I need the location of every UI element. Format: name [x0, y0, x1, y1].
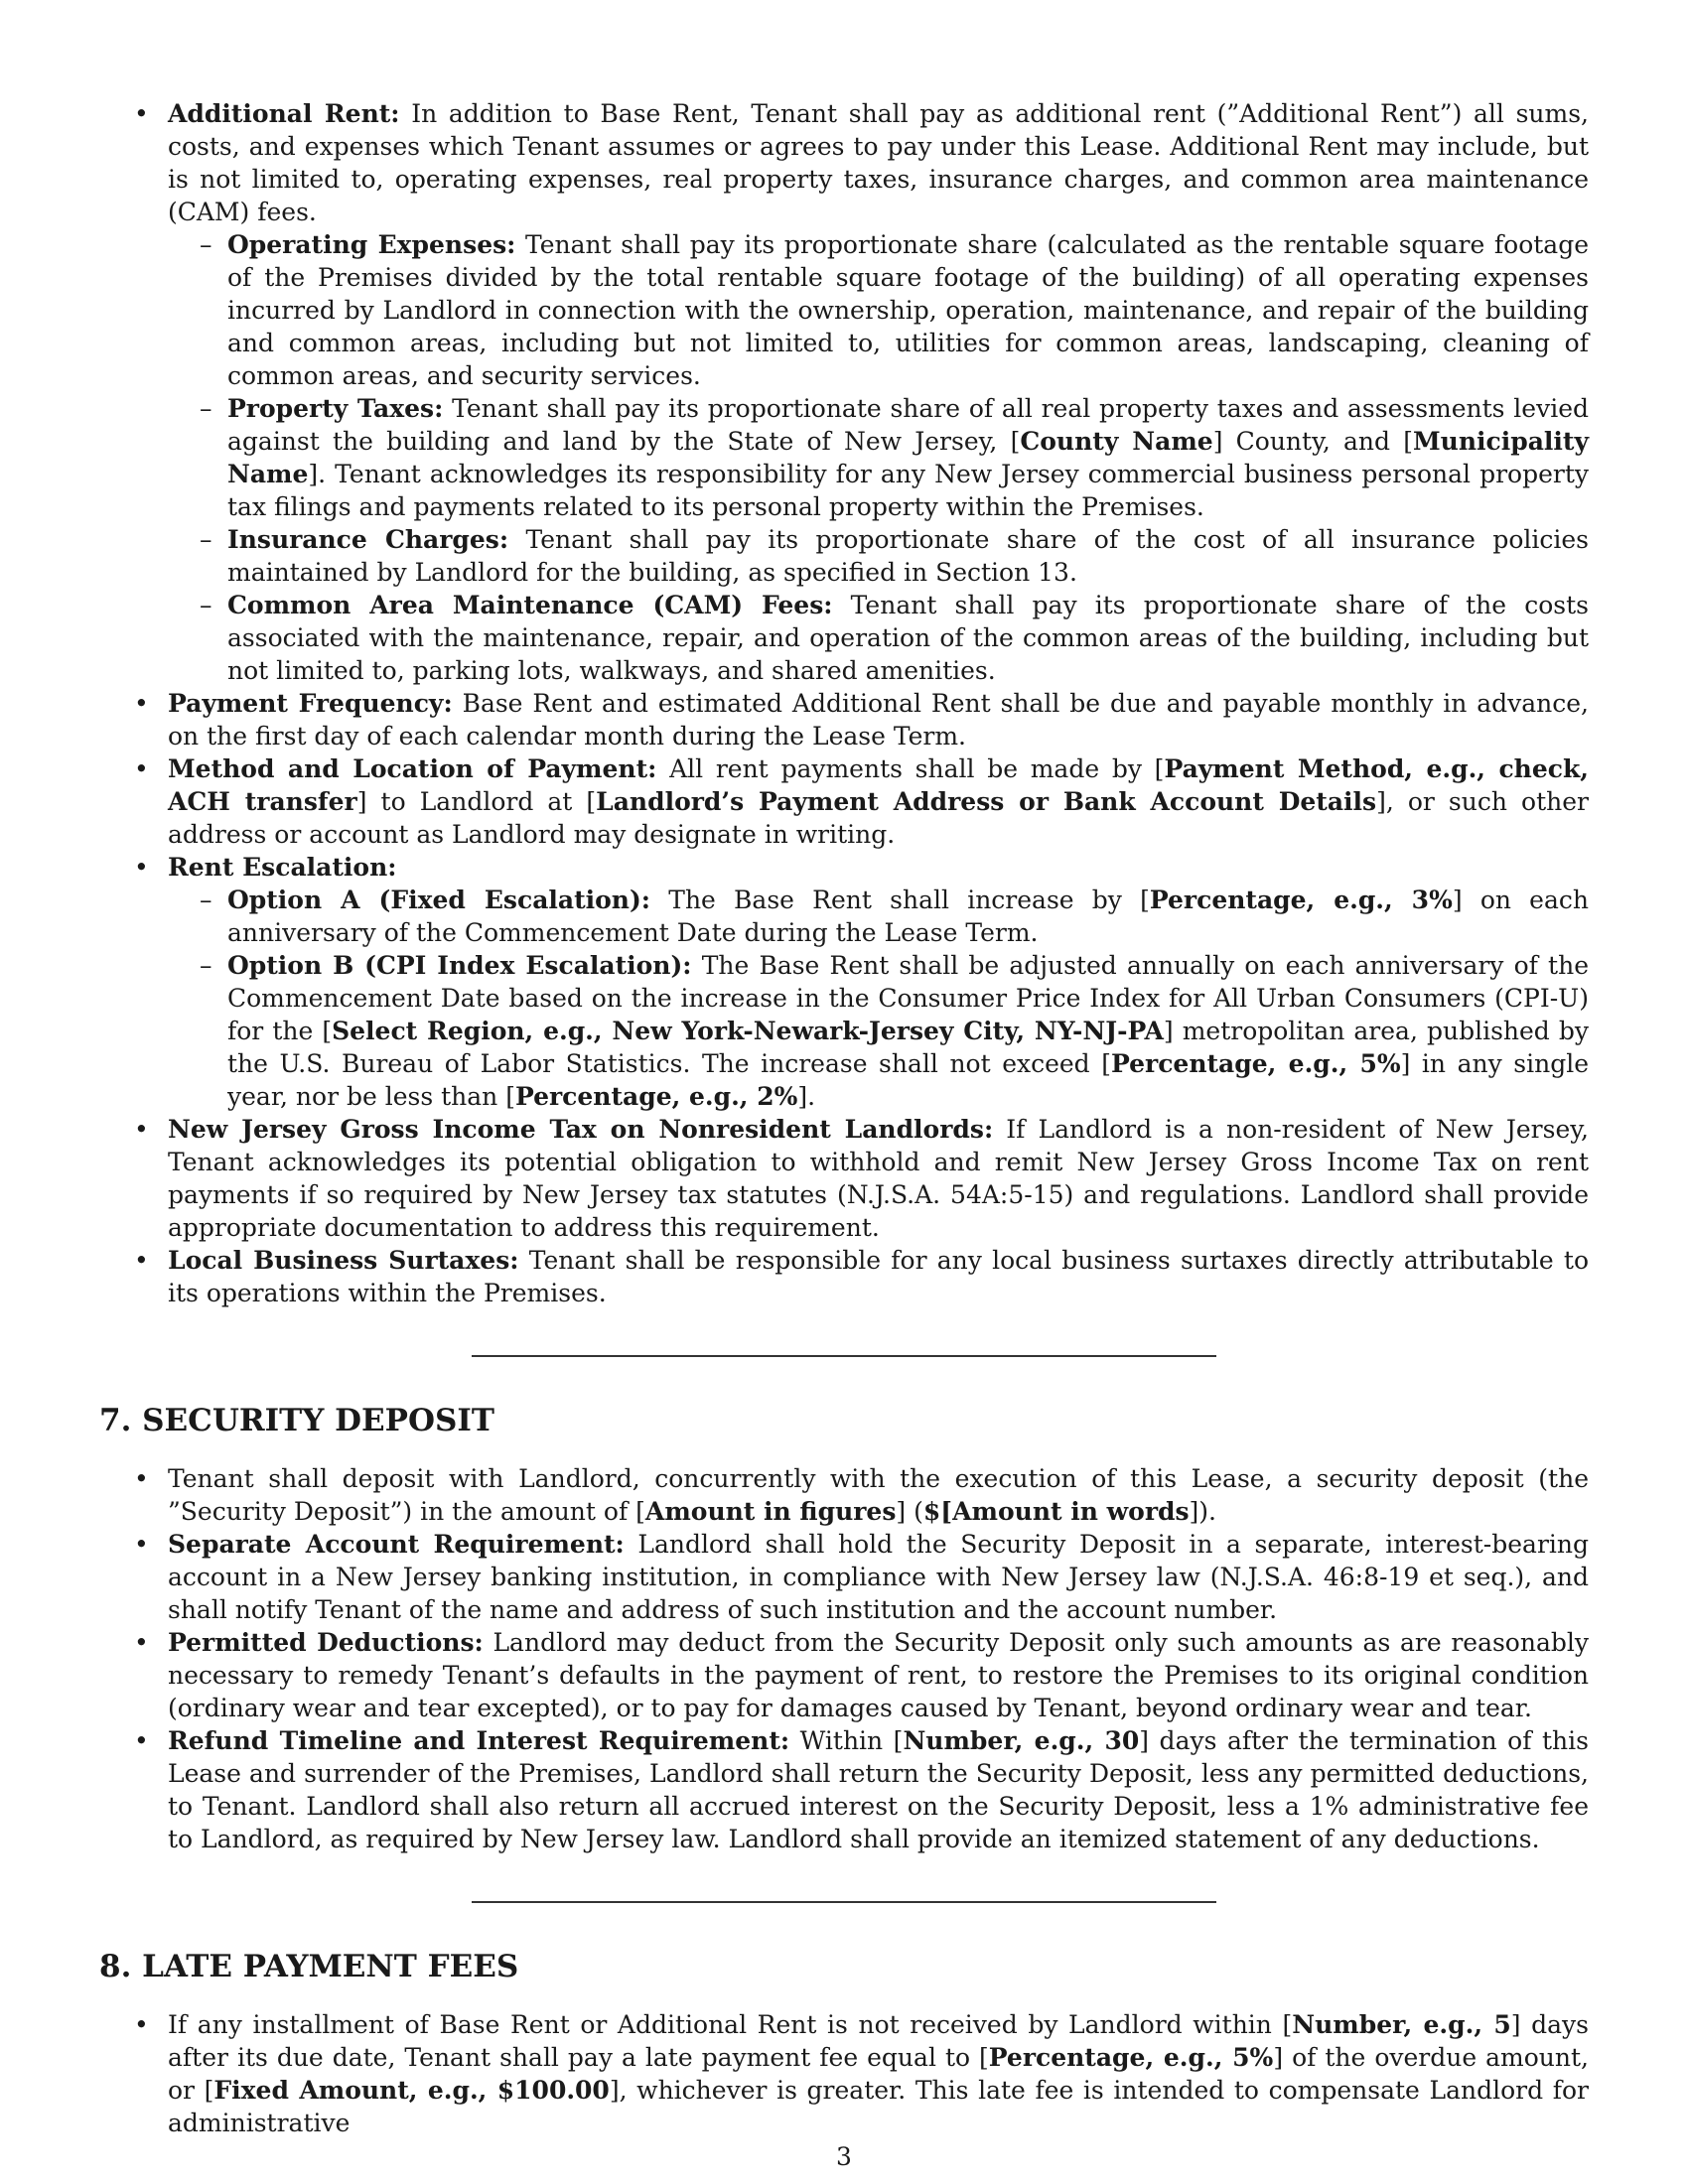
placeholder-field: Percentage, e.g., 3%: [1149, 886, 1453, 914]
additional-rent-sublist: [168, 228, 1589, 687]
section-divider: [472, 1355, 1216, 1357]
term-text: Landlord shall hold the Security Deposit in a separate, interest-bearing account in a New Jersey banking institution, in compliance with New Jersey law (N.J.S.A. 46:8-19 et seq.), and shall notify Tenant of the name and address of such institution and the account number.: [168, 1530, 1590, 1624]
document-page: [99, 97, 1589, 2139]
term-text: Tenant shall deposit with Landlord, concurrently with the execution of this Lease, a security deposit (the ”Security Deposit”) in the amount of [: [168, 1464, 1589, 1526]
term-text: In addition to Base Rent, Tenant shall pay as additional rent (”Additional Rent”) all sums, costs, and expenses which Tenant assumes or agrees to pay under this Lease. Additional Rent may include, but is not limited to, operating expenses, real property taxes, insurance charges, and common area maintenance (CAM) fees.: [168, 99, 1589, 226]
term-text: ] on each anniversary of the Commencement Date during the Lease Term.: [227, 886, 1589, 947]
placeholder-field: Select Region, e.g., New York-Newark-Jersey City, NY-NJ-PA: [332, 1017, 1164, 1045]
term-text: Within [: [789, 1726, 904, 1755]
term-text: ] days after the termination of this Lease and surrender of the Premises, Landlord shall return the Security Deposit, less any permitted deductions, to Tenant. Landlord shall also return all accrued interest on the Security Deposit, less a 1% administrative fee to Landlord, as required by New Jersey law. Landlord shall provide an itemized statement of any deductions.: [168, 1726, 1589, 1853]
term-text: Tenant shall pay its proportionate share of all real property taxes and assessments levied against the building and land by the State of New Jersey, [: [227, 394, 1590, 456]
term-text: Tenant shall be responsible for any local business surtaxes directly attributable to its operations within the Premises.: [168, 1246, 1589, 1307]
operating-expenses-item: [168, 228, 1589, 392]
term-label: Permitted Deductions:: [168, 1628, 484, 1657]
term-text: Tenant shall pay its proportionate share (calculated as the rentable square footage of the Premises divided by the total rentable square footage of the building) of all operating expenses incurred by Landlord in connection with the ownership, operation, maintenance, and repair of the building and common areas, including but not limited to, utilities for common areas, landscaping, cleaning of common areas, and security services.: [227, 230, 1589, 390]
term-label: Rent Escalation:: [168, 853, 397, 882]
late-fee-item: [99, 2008, 1589, 2139]
term-text: Tenant shall pay its proportionate share of the costs associated with the maintenance, repair, and operation of the common areas of the building, including but not limited to, parking lots, walkways, and shared amenities.: [227, 591, 1589, 685]
placeholder-field: Fixed Amount, e.g., $100.00: [213, 2076, 610, 2105]
term-label: Operating Expenses:: [227, 230, 516, 259]
term-text: Base Rent and estimated Additional Rent shall be due and payable monthly in advance, on the first day of each calendar month during the Lease Term.: [168, 689, 1589, 751]
term-label: Insurance Charges:: [227, 525, 509, 554]
late-fees-list: [99, 2008, 1589, 2139]
rent-escalation-item: [99, 851, 1589, 1113]
term-text: ] in any single year, nor be less than [: [227, 1049, 1589, 1111]
placeholder-field: County Name: [1020, 427, 1213, 456]
insurance-charges-item: [168, 523, 1589, 589]
escalation-options-list: [168, 884, 1589, 1113]
nj-income-tax-item: [99, 1113, 1589, 1244]
permitted-deductions-item: [99, 1626, 1589, 1724]
term-text: ] County, and [: [1212, 427, 1413, 456]
placeholder-field: Amount in figures: [644, 1497, 897, 1526]
option-a-item: [168, 884, 1589, 949]
term-text: If Landlord is a non-resident of New Jersey, Tenant acknowledges its potential obligation to withhold and remit New Jersey Gross Income Tax on rent payments if so required by New Jersey tax statutes (N.J.S.A. 54A:5-15) and regulations. Landlord shall provide appropriate documentation to address this requirement.: [168, 1115, 1589, 1242]
term-label: Property Taxes:: [227, 394, 444, 423]
term-text: ] of the overdue amount, or [: [168, 2043, 1589, 2105]
term-label: New Jersey Gross Income Tax on Nonresident Landlords:: [168, 1115, 994, 1144]
term-text: ]).: [1189, 1497, 1217, 1526]
option-b-item: [168, 949, 1589, 1113]
term-text: ] days after its due date, Tenant shall pay a late payment fee equal to [: [168, 2010, 1589, 2072]
term-label: Method and Location of Payment:: [168, 754, 657, 783]
additional-rent-item: [99, 97, 1589, 687]
local-surtax-item: [99, 1244, 1589, 1309]
term-label: Option A (Fixed Escalation):: [227, 886, 651, 914]
placeholder-field: Payment Method, e.g., check, ACH transfer: [168, 754, 1589, 816]
section-heading-security-deposit: 7. SECURITY DEPOSIT: [99, 1403, 494, 1438]
placeholder-field: Percentage, e.g., 5%: [1111, 1049, 1401, 1078]
term-label: Payment Frequency:: [168, 689, 453, 718]
placeholder-field: Landlord’s Payment Address or Bank Account Details: [596, 787, 1377, 816]
placeholder-field: Number, e.g., 5: [1292, 2010, 1511, 2039]
term-text: ] to Landlord at [: [356, 787, 597, 816]
term-text: ], whichever is greater. This late fee is intended to compensate Landlord for administrative: [168, 2076, 1589, 2137]
term-label: Additional Rent:: [168, 99, 400, 128]
term-label: Common Area Maintenance (CAM) Fees:: [227, 591, 833, 619]
term-text: ] metropolitan area, published by the U.S. Bureau of Labor Statistics. The increase shall not exceed [: [227, 1017, 1589, 1078]
placeholder-field: Percentage, e.g., 5%: [988, 2043, 1274, 2072]
security-deposit-list: [99, 1462, 1589, 1855]
term-text: Landlord may deduct from the Security Deposit only such amounts as are reasonably necessary to remedy Tenant’s defaults in the payment of rent, to restore the Premises to its original condition (ordinary wear and tear excepted), or to pay for damages caused by Tenant, beyond ordinary wear and tear.: [168, 1628, 1589, 1722]
placeholder-field: Percentage, e.g., 2%: [514, 1082, 798, 1111]
property-taxes-item: [168, 392, 1589, 523]
term-text: ], or such other address or account as Landlord may designate in writing.: [168, 787, 1589, 849]
term-text: ] (: [896, 1497, 923, 1526]
placeholder-field: Municipality Name: [227, 427, 1589, 488]
term-text: The Base Rent shall increase by [: [650, 886, 1150, 914]
placeholder-field: Number, e.g., 30: [903, 1726, 1140, 1755]
section-divider: [472, 1901, 1216, 1903]
term-text: All rent payments shall be made by [: [656, 754, 1165, 783]
term-text: The Base Rent shall be adjusted annually on each anniversary of the Commencement Date based on the increase in the Consumer Price Index for All Urban Consumers (CPI-U) for the [: [227, 951, 1589, 1045]
term-text: ]. Tenant acknowledges its responsibility for any New Jersey commercial business personal property tax filings and payments related to its personal property within the Premises.: [227, 460, 1589, 521]
term-text: If any installment of Base Rent or Additional Rent is not received by Landlord within [: [168, 2010, 1293, 2039]
deposit-amount-item: [99, 1462, 1589, 1528]
term-label: Refund Timeline and Interest Requirement:: [168, 1726, 790, 1755]
section-heading-late-payment-fees: 8. LATE PAYMENT FEES: [99, 1949, 519, 1984]
cam-fees-item: [168, 589, 1589, 687]
term-label: Option B (CPI Index Escalation):: [227, 951, 692, 980]
payment-frequency-item: [99, 687, 1589, 752]
term-label: Local Business Surtaxes:: [168, 1246, 519, 1275]
separate-account-item: [99, 1528, 1589, 1626]
placeholder-field: $[Amount in words: [922, 1497, 1190, 1526]
term-label: Separate Account Requirement:: [168, 1530, 625, 1559]
payment-method-item: [99, 752, 1589, 851]
refund-timeline-item: [99, 1724, 1589, 1855]
page-number: 3: [836, 2142, 852, 2171]
rent-terms-list: [99, 97, 1589, 1309]
term-text: Tenant shall pay its proportionate share of the cost of all insurance policies maintained by Landlord for the building, as specified in Section 13.: [227, 525, 1590, 587]
term-text: ].: [797, 1082, 816, 1111]
